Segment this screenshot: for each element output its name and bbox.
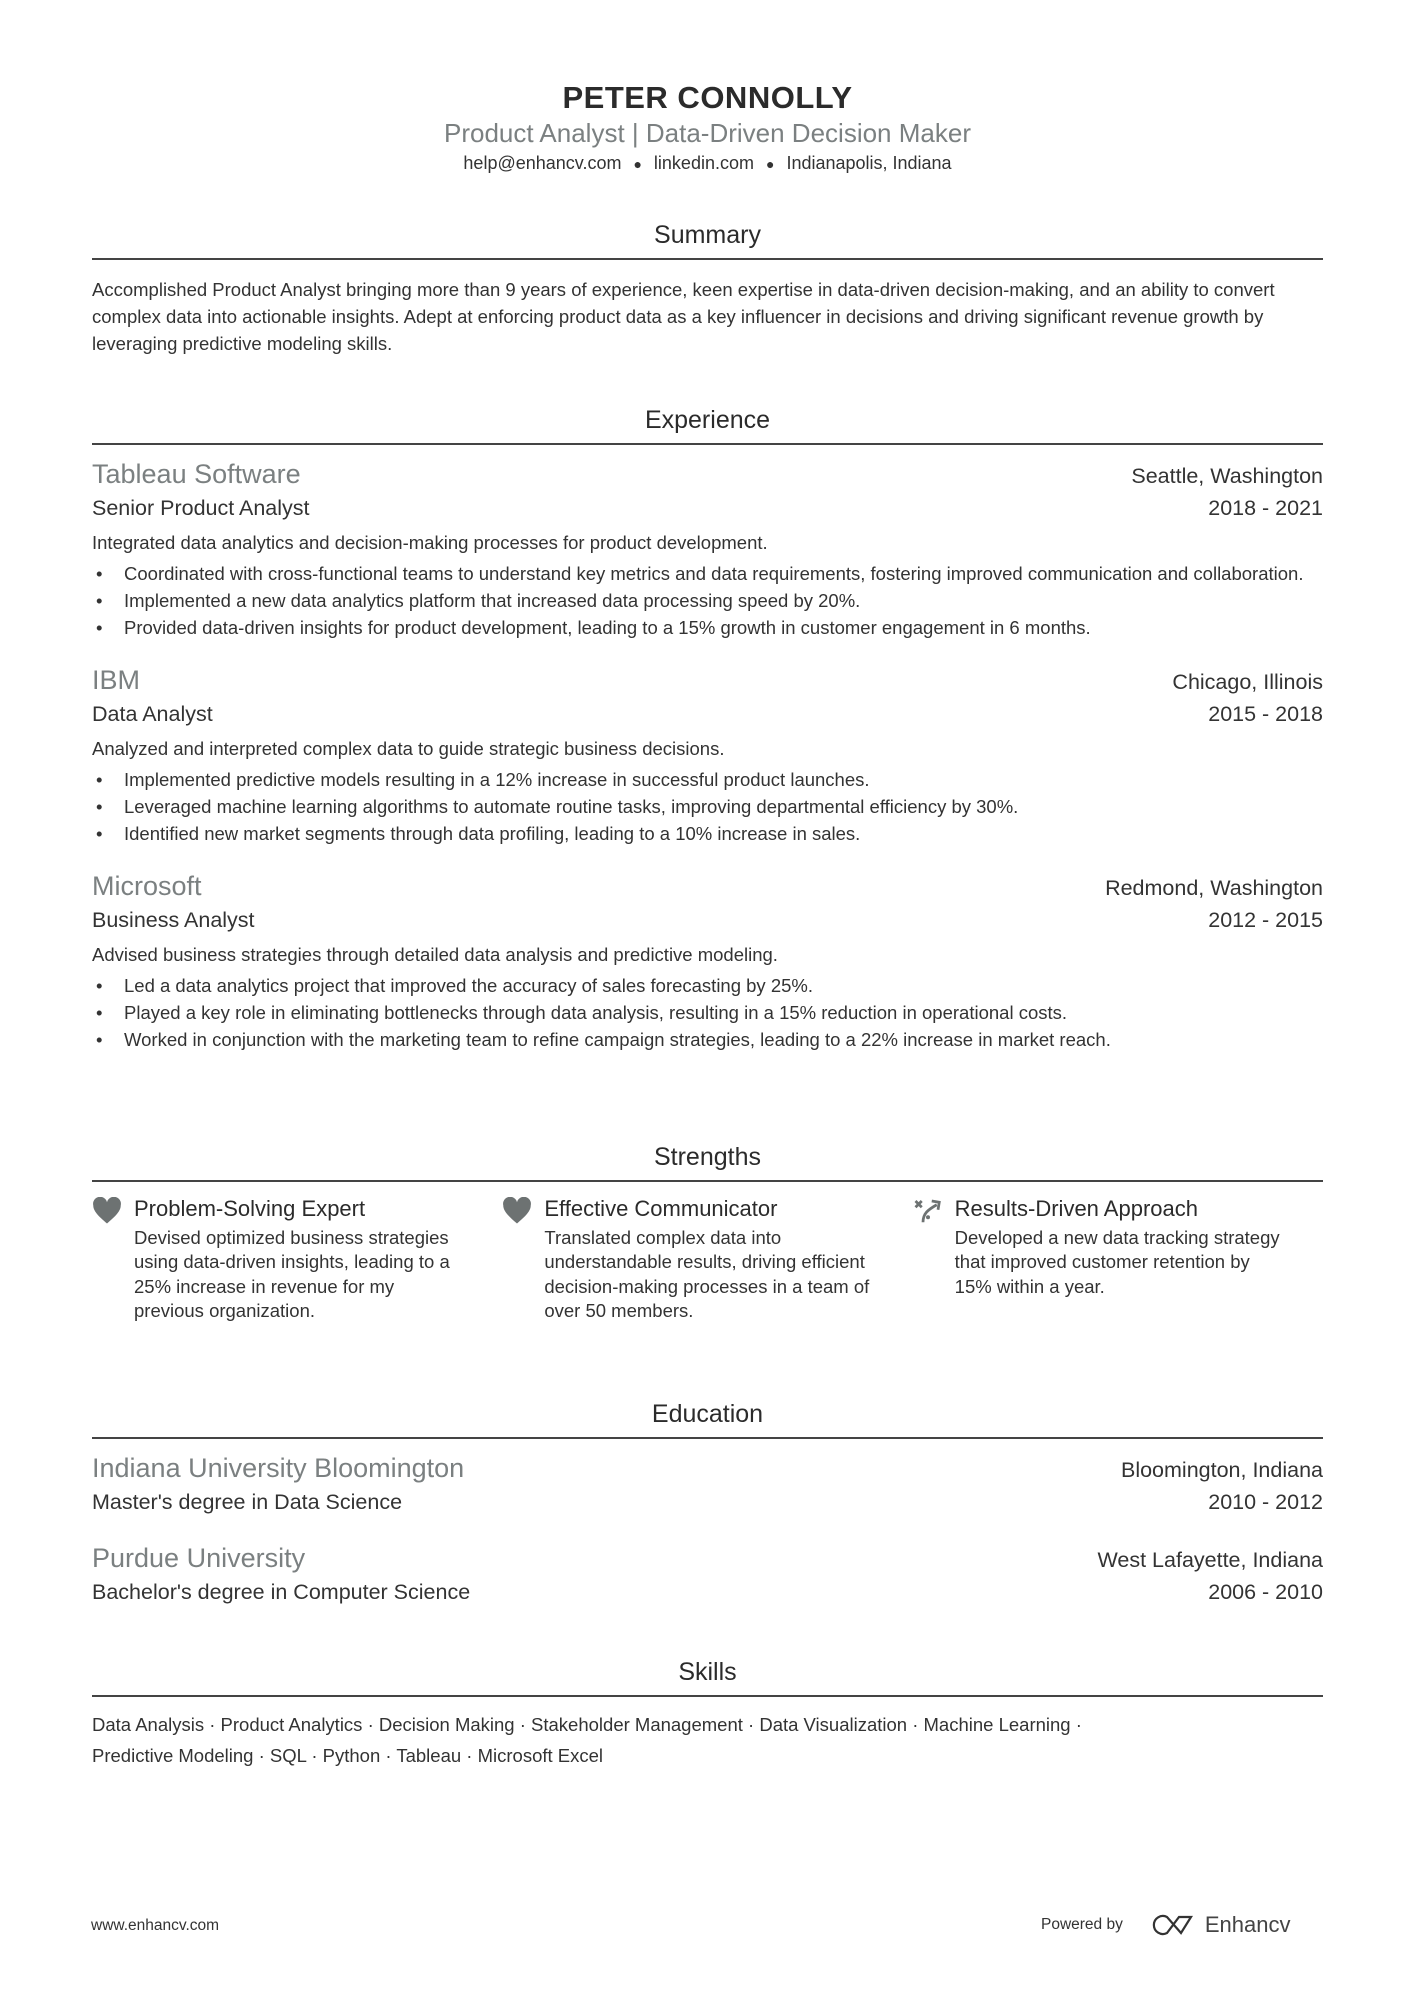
summary-text: Accomplished Product Analyst bringing more than 9 years of experience, keen expertise in data-driven decision-making, and an ability to convert complex data into actionable insights. Adept at enforcing product data as a key influencer in decisions and driving significant revenue growth by leveraging predictive modeling skills. (92, 279, 1275, 354)
education-dates: 2006 - 2010 (1208, 1580, 1323, 1604)
job-dates: 2015 - 2018 (1208, 702, 1323, 726)
candidate-title: Product Analyst | Data-Driven Decision Maker (444, 118, 971, 148)
brand-name: Enhancv (1204, 1912, 1291, 1937)
strength-item (913, 1194, 1323, 1323)
bullet-item: • Led a data analytics project that improved the accuracy of sales forecasting by 25%. (92, 972, 1323, 999)
bullet-item: • Leveraged machine learning algorithms to automate routine tasks, improving departmental efficiency by 30%. (92, 793, 1323, 820)
bullet-item: • Identified new market segments through data profiling, leading to a 10% increase in sales. (92, 820, 1323, 847)
experience-entry (92, 457, 1323, 641)
linkedin-link[interactable]: linkedin.com (653, 153, 754, 173)
bullet-item: • Implemented predictive models resulting in a 12% increase in successful product launches. (92, 766, 1323, 793)
company-name: Tableau Software (92, 459, 301, 489)
summary-section (92, 220, 1323, 357)
job-role: Data Analyst (92, 702, 213, 726)
job-location: Chicago, Illinois (1172, 670, 1323, 694)
heart-icon (92, 1194, 134, 1323)
job-location: Seattle, Washington (1131, 464, 1323, 488)
strengths-section (92, 1142, 1323, 1323)
strength-title: Results-Driven Approach (954, 1196, 1198, 1221)
separator-dot: ● (633, 156, 642, 173)
candidate-name: PETER CONNOLLY (562, 80, 853, 115)
school-name: Indiana University Bloomington (92, 1453, 465, 1483)
strength-description: Translated complex data into understandable results, driving efficient decision-making processes in a team of over 50 members. (544, 1227, 870, 1321)
job-description: Analyzed and interpreted complex data to guide strategic business decisions. (92, 738, 725, 759)
enhancv-logo-icon (1149, 1912, 1197, 1938)
job-role: Business Analyst (92, 908, 255, 932)
bullet-item: • Provided data-driven insights for product development, leading to a 15% growth in customer engagement in 6 months. (92, 614, 1323, 641)
footer-branding (1041, 1912, 1290, 1938)
experience-entry (92, 869, 1323, 1053)
strength-title: Effective Communicator (544, 1196, 778, 1221)
section-heading: Skills (92, 1657, 1323, 1697)
job-description: Integrated data analytics and decision-making processes for product development. (92, 532, 768, 553)
education-entry (92, 1451, 1323, 1519)
education-entry (92, 1541, 1323, 1609)
skills-line: Data Analysis · Product Analytics · Decision Making · Stakeholder Management · Data Visualization · Machine Learning · (92, 1714, 1082, 1735)
bullet-item: • Implemented a new data analytics platform that increased data processing speed by 20%. (92, 587, 1323, 614)
company-name: IBM (92, 665, 141, 695)
school-location: West Lafayette, Indiana (1097, 1548, 1323, 1572)
degree: Bachelor's degree in Computer Science (92, 1580, 471, 1604)
powered-by-label: Powered by (1041, 1916, 1123, 1933)
education-section (92, 1399, 1323, 1631)
job-dates: 2018 - 2021 (1208, 496, 1323, 520)
experience-section (92, 405, 1323, 1075)
section-heading: Education (92, 1399, 1323, 1439)
strength-description: Devised optimized business strategies using data-driven insights, leading to a 25% increase in revenue for my previous organization. (134, 1227, 450, 1321)
strength-description: Developed a new data tracking strategy that improved customer retention by 15% within a year. (954, 1227, 1280, 1297)
separator-dot: ● (765, 156, 775, 173)
contact-info (92, 153, 1323, 174)
school-location: Bloomington, Indiana (1120, 1458, 1323, 1482)
skills-line: Predictive Modeling · SQL · Python · Tableau · Microsoft Excel (92, 1745, 604, 1766)
section-heading: Strengths (92, 1142, 1323, 1182)
bullet-item: • Worked in conjunction with the marketing team to refine campaign strategies, leading to a 22% increase in market reach. (92, 1026, 1323, 1053)
job-location: Redmond, Washington (1105, 876, 1323, 900)
footer-website[interactable]: www.enhancv.com (91, 1917, 220, 1934)
section-heading: Summary (92, 220, 1323, 260)
email-link[interactable]: help@enhancv.com (463, 153, 622, 173)
job-role: Senior Product Analyst (92, 496, 310, 520)
strategy-icon (913, 1194, 955, 1323)
strength-item (502, 1194, 912, 1323)
school-name: Purdue University (92, 1543, 306, 1573)
degree: Master's degree in Data Science (92, 1490, 403, 1514)
strength-item (92, 1194, 502, 1323)
education-dates: 2010 - 2012 (1208, 1490, 1323, 1514)
strength-title: Problem-Solving Expert (134, 1196, 366, 1221)
experience-entry (92, 663, 1323, 847)
company-name: Microsoft (92, 871, 202, 901)
section-heading: Experience (92, 405, 1323, 445)
location: Indianapolis, Indiana (786, 153, 952, 173)
bullet-item: • Played a key role in eliminating bottlenecks through data analysis, resulting in a 15% reduction in operational costs. (92, 999, 1323, 1026)
heart-icon (502, 1194, 544, 1323)
job-dates: 2012 - 2015 (1208, 908, 1323, 932)
skills-section (92, 1657, 1323, 1771)
job-description: Advised business strategies through detailed data analysis and predictive modeling. (92, 944, 778, 965)
bullet-item: • Coordinated with cross-functional teams to understand key metrics and data requirements, fostering improved communication and collaboration. (92, 560, 1323, 587)
